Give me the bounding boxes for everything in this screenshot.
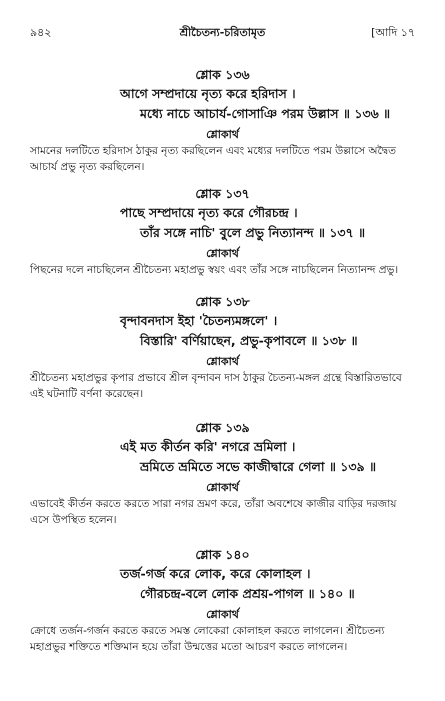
verse-block-137 (0, 185, 445, 278)
verse-line-2: মধ্যে নাচে আচার্য-গোসাঞি পরম উল্লাস ॥ ১৩৬ ॥ (140, 106, 391, 121)
translation-heading: শ্লোকার্থ (206, 608, 239, 621)
translation-heading: শ্লোকার্থ (206, 247, 239, 260)
chapter-reference: [আদি ১৭ (371, 26, 415, 39)
verse-block-136 (0, 66, 445, 175)
verse-line-2: গৌরচন্দ্র-বলে লোক প্রশ্রয়-পাগল ॥ ১৪০ ॥ (140, 586, 355, 601)
translation-heading: শ্লোকার্থ (206, 481, 239, 494)
verse-line-1: বৃন্দাবনদাস ইহা 'চৈতন্যমঙ্গলে' । (120, 313, 278, 328)
verse-line-1: পাছে সম্প্রদায়ে নৃত্য করে গৌরচন্দ্র । (120, 205, 298, 220)
translation-text: সামনের দলটিতে হরিদাস ঠাকুর নৃত্য করছিলেন এবং মধ্যের দলটিতে পরম উল্লাসে অদ্বৈত আচার্য প্রভু নৃত্য করছিলেন। (30, 145, 396, 173)
verse-heading: শ্লোক ১৩৭ (195, 186, 250, 201)
translation-heading: শ্লোকার্থ (206, 128, 239, 141)
verse-line-1: এই মত কীর্তন করি' নগরে ভ্রমিলা । (120, 439, 296, 454)
verse-line-2: বিস্তারি' বর্ণিয়াছেন, প্রভু-কৃপাবলে ॥ ১৩৮ ॥ (140, 333, 358, 348)
translation-heading: শ্লোকার্থ (206, 355, 239, 368)
translation-text: ক্রোধে তর্জন-গর্জন করতে করতে সমস্ত লোকেরা কোলাহল করতে লাগলেন। শ্রীচৈতন্য মহাপ্রভুর শক্তিতে শক্তিমান হয়ে তাঁরা উন্মত্তের মতো আচরণ করতে লাগলেন। (30, 625, 385, 653)
running-header (30, 24, 415, 42)
verse-heading: শ্লোক ১৩৬ (195, 67, 250, 82)
translation-text: শ্রীচৈতন্য মহাপ্রভুর কৃপার প্রভাবে শ্রীল বৃন্দাবন দাস ঠাকুর চৈতন্য-মঙ্গল গ্রন্থে বিস্তারিতভাবে এই ঘটনাটি বর্ণনা করেছেন। (30, 372, 402, 400)
verse-block-139 (0, 419, 445, 528)
verse-line-1: তর্জ-গর্জ করে লোক, করে কোলাহল । (120, 566, 311, 581)
verse-line-2: তাঁর সঙ্গে নাচি' বুলে প্রভু নিত্যানন্দ ॥ ১৩৭ ॥ (140, 225, 366, 240)
book-title: শ্রীচৈতন্য-চরিতামৃত (179, 26, 266, 39)
verse-heading: শ্লোক ১৩৮ (195, 294, 250, 309)
verse-line-2: ভ্রমিতে ভ্রমিতে সভে কাজীদ্বারে গেলা ॥ ১৩৯ ॥ (140, 459, 377, 474)
verse-heading: শ্লোক ১৩৯ (195, 420, 250, 435)
verse-block-140 (0, 546, 445, 655)
page-number: ৯৪২ (30, 26, 52, 39)
verse-line-1: আগে সম্প্রদায়ে নৃত্য করে হরিদাস । (120, 86, 296, 101)
translation-text: পিছনের দলে নাচছিলেন শ্রীচৈতন্য মহাপ্রভু স্বয়ং এবং তাঁর সঙ্গে নাচছিলেন নিত্যানন্দ প্রভু। (30, 264, 399, 276)
verse-heading: শ্লোক ১৪০ (195, 547, 250, 562)
verse-block-138 (0, 293, 445, 402)
translation-text: এভাবেই কীর্তন করতে করতে সারা নগর ভ্রমণ করে, তাঁরা অবশেষে কাজীর বাড়ির দরজায় এসে উপস্থিত হলেন। (30, 498, 397, 526)
